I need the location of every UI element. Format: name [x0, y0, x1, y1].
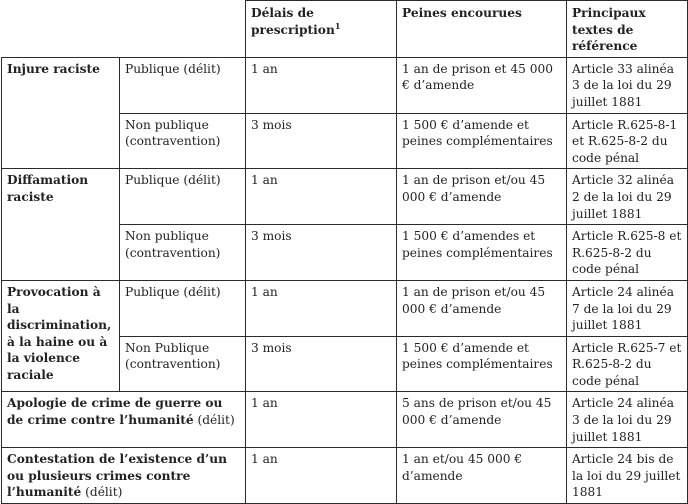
- table-row: [2, 169, 688, 225]
- offense-type: Publique (délit): [120, 280, 246, 336]
- footnote-marker: 1: [334, 20, 341, 31]
- reference-text: Article 32 alinéa 2 de la loi du 29 juillet 1881: [567, 169, 688, 225]
- offense-suffix: (délit): [85, 485, 123, 500]
- table-row: [2, 448, 688, 504]
- offense-suffix: (délit): [197, 413, 235, 428]
- offense-type: Publique (délit): [120, 57, 246, 113]
- reference-text: Article R.625-8-1 et R.625-8-2 du code pénal: [567, 113, 688, 169]
- reference-text: Article 33 alinéa 3 de la loi du 29 juillet 1881: [567, 57, 688, 113]
- header-peines: Peines encourues: [397, 1, 567, 58]
- offense-label: Provocation à la discrimination, à la haine ou à la violence raciale: [2, 280, 120, 392]
- reference-text: Article R.625-7 et R.625-8-2 du code pénal: [567, 336, 688, 392]
- header-empty-cell: [2, 1, 246, 58]
- prescription-delay: 1 an: [246, 169, 397, 225]
- penalty: 1 an et/ou 45 000 € d’amende: [397, 448, 567, 504]
- header-row: [2, 1, 688, 58]
- prescription-delay: 3 mois: [246, 113, 397, 169]
- reference-text: Article 24 bis de la loi du 29 juillet 1881: [567, 448, 688, 504]
- prescription-delay: 3 mois: [246, 225, 397, 281]
- penalty: 1 500 € d’amendes et peines complémentaires: [397, 225, 567, 281]
- offense-label-bold: Contestation de l’existence d’un ou plusieurs crimes contre l’humanité: [7, 452, 228, 500]
- reference-text: Article R.625-8 et R.625-8-2 du code pénal: [567, 225, 688, 281]
- offense-type: Non publique (contravention): [120, 225, 246, 281]
- header-textes: Principaux textes de référence: [567, 1, 688, 58]
- legal-penalties-table: [1, 0, 688, 504]
- prescription-delay: 3 mois: [246, 336, 397, 392]
- prescription-delay: 1 an: [246, 280, 397, 336]
- penalty: 1 an de prison et/ou 45 000 € d’amende: [397, 280, 567, 336]
- penalty: 1 500 € d’amende et peines complémentaires: [397, 113, 567, 169]
- prescription-delay: 1 an: [246, 57, 397, 113]
- prescription-delay: 1 an: [246, 448, 397, 504]
- offense-label: [2, 392, 246, 448]
- reference-text: Article 24 alinéa 7 de la loi du 29 juillet 1881: [567, 280, 688, 336]
- prescription-delay: 1 an: [246, 392, 397, 448]
- offense-type: Non publique (contravention): [120, 113, 246, 169]
- offense-label: Diffamation raciste: [2, 169, 120, 281]
- penalty: 1 an de prison et 45 000 € d’amende: [397, 57, 567, 113]
- offense-type: Publique (délit): [120, 169, 246, 225]
- offense-label: [2, 448, 246, 504]
- table-row: [2, 392, 688, 448]
- penalty: 5 ans de prison et/ou 45 000 € d’amende: [397, 392, 567, 448]
- penalty: 1 500 € d’amende et peines complémentaires: [397, 336, 567, 392]
- table-row: [2, 280, 688, 336]
- offense-label: Injure raciste: [2, 57, 120, 169]
- offense-type: Non Publique (contravention): [120, 336, 246, 392]
- offense-label-bold: Apologie de crime de guerre ou de crime contre l’humanité: [7, 396, 223, 428]
- table-row: [2, 57, 688, 113]
- reference-text: Article 24 alinéa 3 de la loi du 29 juillet 1881: [567, 392, 688, 448]
- penalty: 1 an de prison et/ou 45 000 € d’amende: [397, 169, 567, 225]
- header-delais: Délais de prescription$^1$: [246, 1, 397, 58]
